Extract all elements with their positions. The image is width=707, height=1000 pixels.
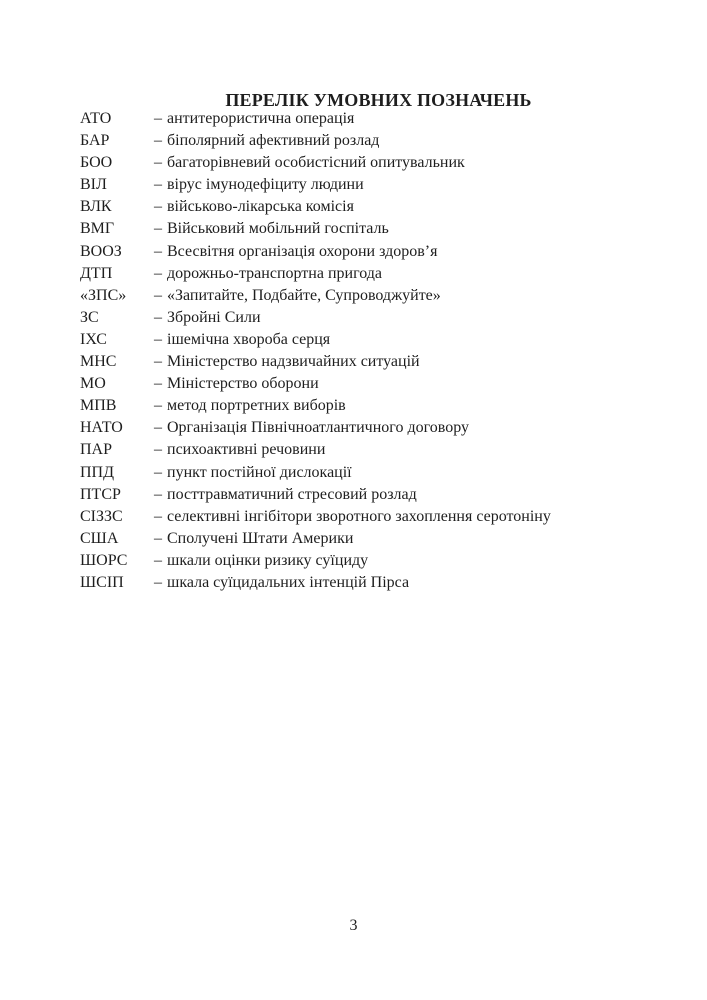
abbreviation-definition: військово-лікарська комісія — [167, 198, 354, 216]
abbreviation-term: БОО — [80, 154, 113, 172]
abbreviation-definition: метод портретних виборів — [167, 397, 346, 415]
abbreviation-term: МО — [80, 375, 106, 393]
abbreviation-definition: «Запитайте, Подбайте, Супроводжуйте» — [167, 286, 441, 304]
abbreviation-definition: Військовий мобільний госпіталь — [167, 220, 389, 238]
dash-separator: – — [154, 220, 162, 238]
abbreviation-row — [80, 174, 680, 196]
dash-separator: – — [154, 507, 162, 525]
abbreviation-row — [80, 484, 680, 506]
abbreviation-list — [80, 108, 680, 594]
dash-separator: – — [154, 330, 162, 348]
dash-separator: – — [154, 529, 162, 547]
dash-separator: – — [154, 419, 162, 437]
abbreviation-row — [80, 263, 680, 285]
dash-separator: – — [154, 110, 162, 127]
dash-separator: – — [154, 198, 162, 216]
dash-separator: – — [154, 242, 162, 260]
abbreviation-term: ВМГ — [80, 220, 115, 238]
abbreviation-row — [80, 528, 680, 550]
abbreviation-term: ШОРС — [80, 551, 128, 569]
dash-separator: – — [154, 375, 162, 393]
dash-separator: – — [154, 573, 162, 591]
abbreviation-row — [80, 108, 680, 130]
abbreviation-row — [80, 417, 680, 439]
abbreviation-definition: вірус імунодефіциту людини — [167, 176, 364, 194]
abbreviation-definition: багаторівневий особистісний опитувальник — [167, 154, 465, 172]
abbreviation-term: ВЛК — [80, 198, 112, 216]
abbreviation-row — [80, 550, 680, 572]
abbreviation-term: ШСІП — [80, 573, 124, 591]
abbreviation-term: БАР — [80, 132, 110, 150]
abbreviation-definition: шкали оцінки ризику суїциду — [167, 551, 369, 569]
abbreviation-row — [80, 196, 680, 218]
abbreviation-definition: Організація Північноатлантичного договору — [167, 419, 469, 437]
abbreviation-definition: психоактивні речовини — [167, 441, 326, 459]
abbreviation-definition: біполярний афективний розлад — [167, 132, 380, 150]
dash-separator: – — [154, 551, 162, 569]
abbreviation-term: ДТП — [80, 264, 113, 282]
abbreviation-row — [80, 462, 680, 484]
abbreviation-definition: ішемічна хвороба серця — [167, 330, 331, 348]
dash-separator: – — [154, 154, 162, 172]
abbreviation-row — [80, 218, 680, 240]
abbreviation-term: СІЗЗС — [80, 507, 123, 525]
abbreviation-definition: шкала суїцидальних інтенцій Пірса — [167, 573, 410, 591]
abbreviation-definition: Сполучені Штати Америки — [167, 529, 354, 547]
dash-separator: – — [154, 441, 162, 459]
abbreviation-term: ІХС — [80, 330, 107, 348]
abbreviation-term: МНС — [80, 353, 117, 371]
abbreviation-term: «ЗПС» — [80, 286, 127, 304]
abbreviation-definition: Міністерство надзвичайних ситуацій — [167, 353, 420, 371]
abbreviation-definition: Міністерство оборони — [167, 375, 319, 393]
abbreviation-term: ПАР — [80, 441, 113, 459]
abbreviation-term: ППД — [80, 463, 115, 481]
abbreviation-term: США — [80, 529, 119, 547]
abbreviation-row — [80, 373, 680, 395]
dash-separator: – — [154, 397, 162, 415]
abbreviation-row — [80, 285, 680, 307]
abbreviation-definition: Всесвітня організація охорони здоров’я — [167, 242, 438, 260]
abbreviation-row — [80, 307, 680, 329]
abbreviation-term: ПТСР — [80, 485, 121, 503]
abbreviation-definition: посттравматичний стресовий розлад — [167, 485, 417, 503]
abbreviation-term: ВІЛ — [80, 176, 107, 194]
abbreviation-row — [80, 506, 680, 528]
abbreviation-term: ЗС — [80, 308, 99, 326]
abbreviation-definition: антитерористична операція — [167, 110, 355, 127]
abbreviation-row — [80, 329, 680, 351]
abbreviation-definition: селективні інгібітори зворотного захоплення серотоніну — [167, 507, 551, 525]
abbreviation-definition: дорожньо-транспортна пригода — [167, 264, 383, 282]
dash-separator: – — [154, 176, 162, 194]
abbreviation-definition: пункт постійної дислокації — [167, 463, 352, 481]
abbreviation-definition: Збройні Сили — [167, 308, 261, 326]
abbreviation-row — [80, 241, 680, 263]
dash-separator: – — [154, 264, 162, 282]
abbreviation-term: АТО — [80, 110, 112, 127]
dash-separator: – — [154, 308, 162, 326]
dash-separator: – — [154, 132, 162, 150]
abbreviation-row — [80, 130, 680, 152]
page-number: 3 — [349, 917, 358, 934]
abbreviation-row — [80, 439, 680, 461]
abbreviation-row — [80, 351, 680, 373]
dash-separator: – — [154, 353, 162, 371]
dash-separator: – — [154, 463, 162, 481]
abbreviation-row — [80, 572, 680, 594]
abbreviation-term: НАТО — [80, 419, 123, 437]
dash-separator: – — [154, 286, 162, 304]
page-title: ПЕРЕЛІК УМОВНИХ ПОЗНАЧЕНЬ — [225, 90, 532, 110]
dash-separator: – — [154, 485, 162, 503]
abbreviation-term: МПВ — [80, 397, 117, 415]
abbreviation-term: ВООЗ — [80, 242, 122, 260]
abbreviation-row — [80, 152, 680, 174]
abbreviation-row — [80, 395, 680, 417]
